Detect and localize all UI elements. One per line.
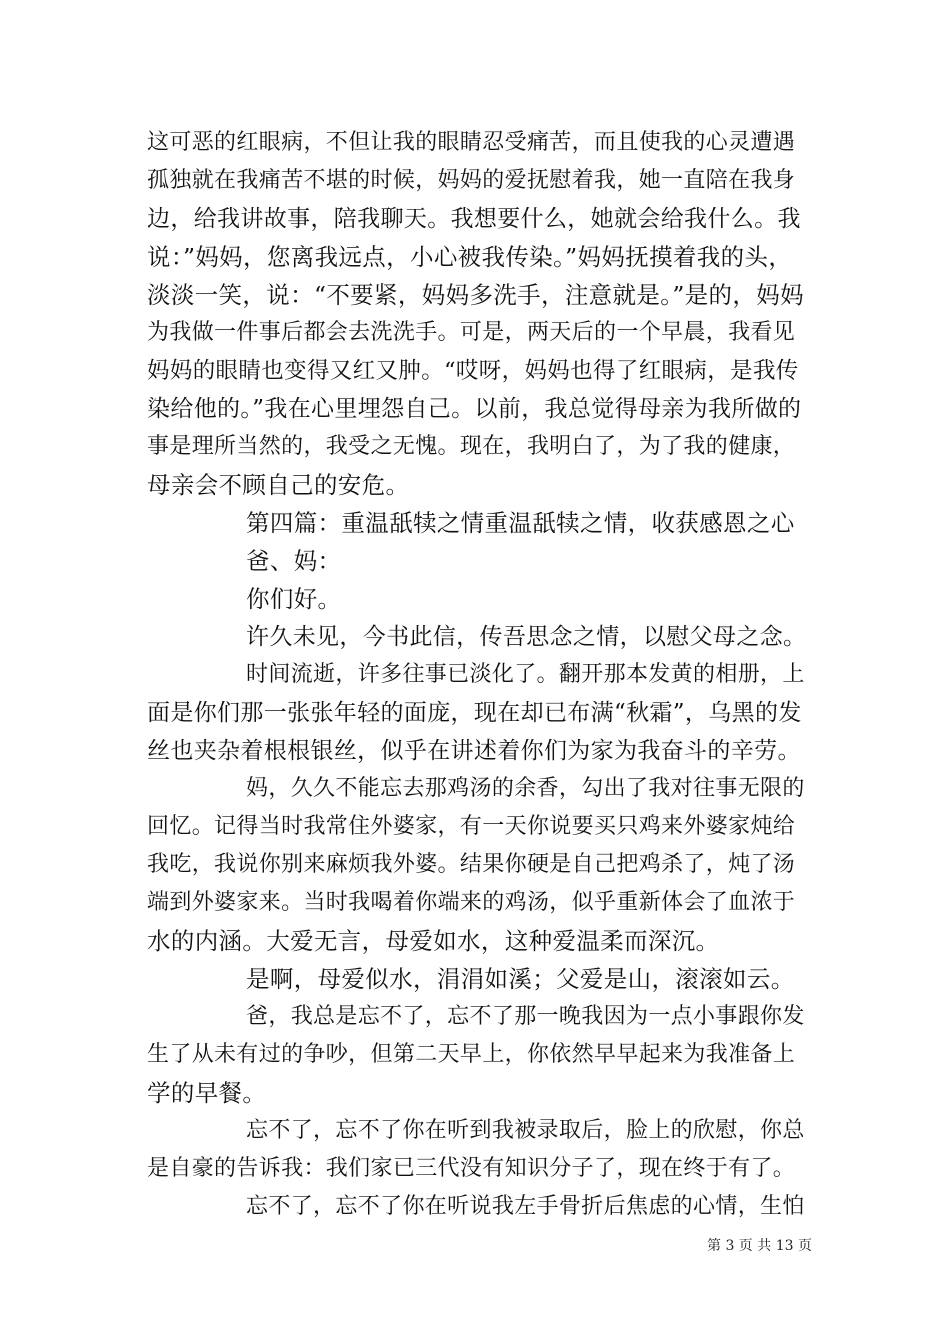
text-line: 时间流逝，许多往事已淡化了。翻开那本发黄的相册，上 — [246, 662, 805, 687]
text-line: 生了从未有过的争吵，但第二天早上，你依然早早起来为我准备上 — [147, 1042, 796, 1067]
text-line: 许久未见，今书此信，传吾思念之情，以慰父母之念。 — [246, 624, 807, 650]
text-line: 为我做一件事后都会去洗洗手。可是，两天后的一个早晨，我看见 — [147, 320, 796, 345]
section-heading: 第四篇：重温舐犊之情重温舐犊之情，收获感恩之心 — [246, 509, 795, 537]
text-line: 妈妈的眼睛也变得又红又肿。“哎呀，妈妈也得了红眼病，是我传 — [147, 358, 799, 384]
text-line: 丝也夹杂着根根银丝，似乎在讲述着你们为家为我奋斗的辛劳。 — [147, 738, 801, 764]
text-line: 染给他的。”我在心里埋怨自己。以前，我总觉得母亲为我所做的 — [147, 396, 802, 422]
text-line: 孤独就在我痛苦不堪的时候，妈妈的爱抚慰着我，她一直陪在我身 — [147, 168, 796, 193]
text-line: 说：”妈妈，您离我远点，小心被我传染。”妈妈抚摸着我的头， — [147, 243, 793, 271]
text-line: 母亲会不顾自己的安危。 — [147, 471, 410, 499]
text-line: 我吃，我说你别来麻烦我外婆。结果你硬是自己把鸡杀了，炖了汤 — [147, 852, 796, 877]
text-line: 面是你们那一张张年轻的面庞，现在却已布满“秋霜”，乌黑的发 — [147, 700, 802, 726]
letter-greeting: 你们好。 — [246, 585, 342, 613]
text-line: 淡淡一笑，说：“不要紧，妈妈多洗手，注意就是。”是的，妈妈 — [147, 281, 804, 309]
letter-salutation: 爸、妈： — [246, 547, 342, 575]
text-line: 这可恶的红眼病，不但让我的眼睛忍受痛苦，而且使我的心灵遭遇 — [147, 130, 796, 155]
text-line: 学的早餐。 — [147, 1079, 267, 1107]
text-line: 水的内涵。大爱无言，母爱如水，这种爱温柔而深沉。 — [147, 927, 720, 955]
text-line: 端到外婆家来。当时我喝着你端来的鸡汤，似乎重新体会了血浓于 — [147, 890, 796, 915]
page-number: 第 3 页 共 13 页 — [707, 1238, 812, 1254]
text-line: 忘不了，忘不了你在听说我左手骨折后焦虑的心情，生怕 — [246, 1194, 805, 1219]
text-line: 是啊，母爱似水，涓涓如溪；父爱是山，滚滚如云。 — [246, 965, 795, 993]
text-line: 爸，我总是忘不了，忘不了那一晚我因为一点小事跟你发 — [246, 1004, 805, 1029]
text-line: 忘不了，忘不了你在听到我被录取后，脸上的欣慰，你总 — [246, 1118, 805, 1143]
text-line: 边，给我讲故事，陪我聊天。我想要什么，她就会给我什么。我 — [147, 206, 801, 232]
text-line: 回忆。记得当时我常住外婆家，有一天你说要买只鸡来外婆家炖给 — [147, 814, 796, 839]
text-line: 事是理所当然的，我受之无愧。现在，我明白了，为了我的健康， — [147, 434, 796, 459]
text-line: 妈，久久不能忘去那鸡汤的余香，勾出了我对往事无限的 — [246, 776, 805, 801]
text-line: 是自豪的告诉我：我们家已三代没有知识分子了，现在终于有了。 — [147, 1156, 796, 1181]
